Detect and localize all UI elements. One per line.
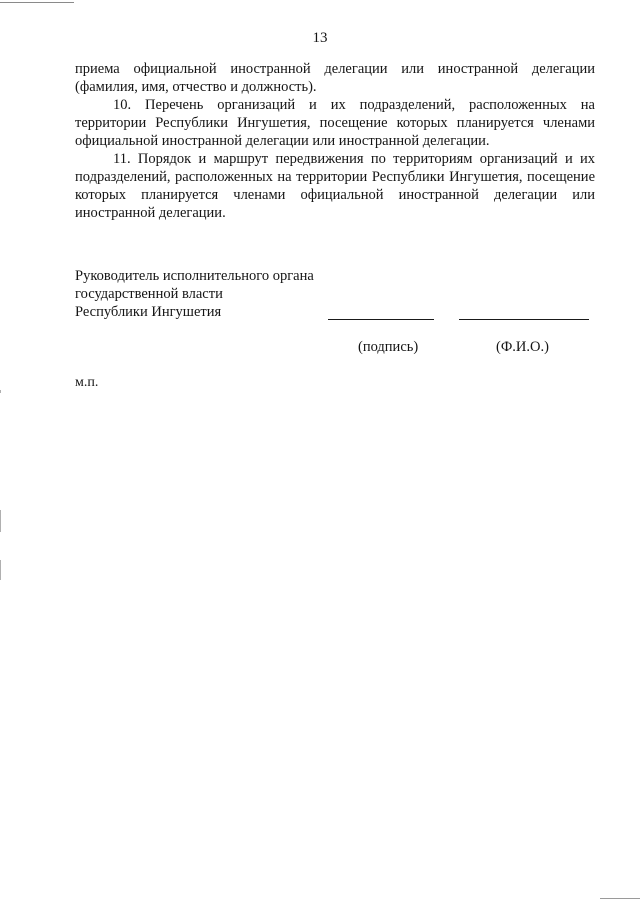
text-line: посещение которых планируется членами официальной иностранной делегации (75, 169, 596, 203)
signatory-line: Руководитель исполнительного органа (75, 268, 314, 284)
scan-artifact-left-1 (0, 390, 1, 393)
text-line: или иностранной делегации. (75, 187, 595, 221)
text-line: и их подразделений, расположенных на территории Республики Ингушетия, (75, 151, 596, 185)
name-caption: (Ф.И.О.) (496, 339, 549, 355)
scan-artifact-bottom (600, 898, 640, 899)
signature-caption: (подпись) (358, 339, 419, 355)
body-text (75, 60, 595, 222)
page-number: 13 (312, 30, 328, 46)
paragraph-item-9-continuation (75, 60, 595, 96)
paragraph-item-10 (75, 96, 595, 150)
text-line: членами официальной иностранной делегации или иностранной делегации. (75, 115, 596, 149)
paragraph-item-11 (75, 150, 595, 222)
text-line: приема официальной иностранной делегации или иностранной делегации (75, 61, 595, 77)
signatory-line: Республики Ингушетия (75, 304, 222, 320)
scan-artifact-left-2 (0, 510, 1, 532)
scan-artifact-top (0, 2, 74, 3)
signature-underline (328, 319, 434, 320)
text-line: 11. Порядок и маршрут передвижения по территориям организаций (113, 151, 558, 167)
text-line: (фамилия, имя, отчество и должность). (75, 79, 317, 95)
text-line: на территории Республики Ингушетия, посещение которых планируется (75, 97, 595, 131)
text-line: 10. Перечень организаций и их подразделений, расположенных (113, 97, 567, 113)
stamp-place-label: м.п. (75, 375, 99, 390)
signatory-line: государственной власти (75, 286, 223, 302)
signatory-position (75, 267, 335, 321)
scan-artifact-left-3 (0, 560, 1, 580)
name-underline (459, 319, 589, 320)
